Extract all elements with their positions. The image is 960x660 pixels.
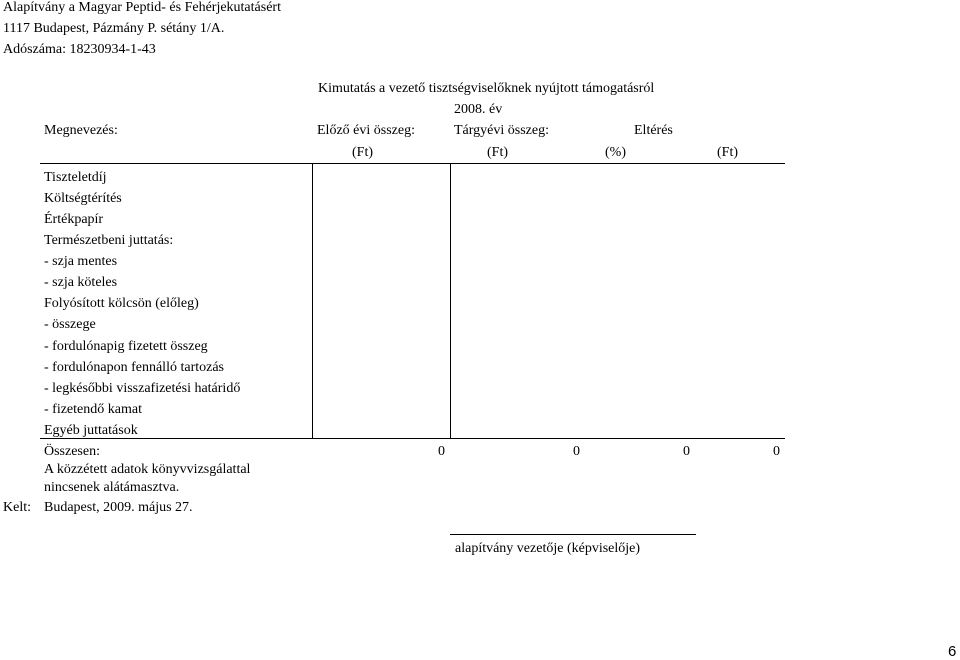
total-label: Összesen: bbox=[44, 444, 100, 459]
table-row: - összege bbox=[44, 317, 96, 332]
audit-note-line2: nincsenek alátámasztva. bbox=[44, 480, 180, 495]
total-prev: 0 bbox=[438, 444, 445, 459]
total-pct: 0 bbox=[683, 444, 690, 459]
col-curr-header: Tárgyévi összeg: bbox=[454, 123, 549, 138]
table-row: - fizetendő kamat bbox=[44, 402, 142, 417]
table-row: Értékpapír bbox=[44, 212, 104, 227]
table-row: Tiszteletdíj bbox=[44, 170, 107, 185]
table-row: - legkésőbbi visszafizetési határidő bbox=[44, 381, 241, 396]
org-name: Alapítvány a Magyar Peptid- és Fehérjekutatásért bbox=[3, 0, 281, 15]
col-name-header: Megnevezés: bbox=[44, 123, 118, 138]
table-row: - fordulónapon fennálló tartozás bbox=[44, 360, 224, 375]
total-ft: 0 bbox=[773, 444, 780, 459]
table-row: - fordulónapig fizetett összeg bbox=[44, 339, 208, 354]
col-divider-prev bbox=[312, 163, 313, 438]
page-number: 6 bbox=[948, 643, 957, 660]
col-divider-curr bbox=[450, 163, 451, 438]
unit-ft: (Ft) bbox=[717, 145, 738, 160]
col-diff-header: Eltérés bbox=[634, 123, 673, 138]
table-row: - szja köteles bbox=[44, 275, 118, 290]
unit-prev: (Ft) bbox=[352, 145, 373, 160]
org-address: 1117 Budapest, Pázmány P. sétány 1/A. bbox=[3, 21, 225, 36]
dated-label: Kelt: bbox=[3, 500, 31, 515]
report-title: Kimutatás a vezető tisztségviselőknek nyújtott támogatásról bbox=[318, 81, 655, 96]
report-year: 2008. év bbox=[454, 102, 503, 117]
total-rule bbox=[40, 438, 785, 439]
table-row: - szja mentes bbox=[44, 254, 118, 269]
table-row: Természetbeni juttatás: bbox=[44, 233, 174, 248]
header-rule bbox=[40, 163, 785, 164]
table-row: Folyósított kölcsön (előleg) bbox=[44, 296, 199, 311]
signature-label: alapítvány vezetője (képviselője) bbox=[455, 541, 641, 556]
tax-number: Adószáma: 18230934-1-43 bbox=[3, 42, 156, 57]
table-row: Költségtérítés bbox=[44, 191, 122, 206]
unit-pct: (%) bbox=[605, 145, 626, 160]
unit-curr: (Ft) bbox=[487, 145, 508, 160]
table-row: Egyéb juttatások bbox=[44, 423, 138, 438]
total-curr: 0 bbox=[573, 444, 580, 459]
dated-value: Budapest, 2009. május 27. bbox=[44, 500, 193, 515]
audit-note-line1: A közzétett adatok könyvvizsgálattal bbox=[44, 462, 251, 477]
col-prev-header: Előző évi összeg: bbox=[317, 123, 415, 138]
signature-line bbox=[450, 534, 696, 535]
